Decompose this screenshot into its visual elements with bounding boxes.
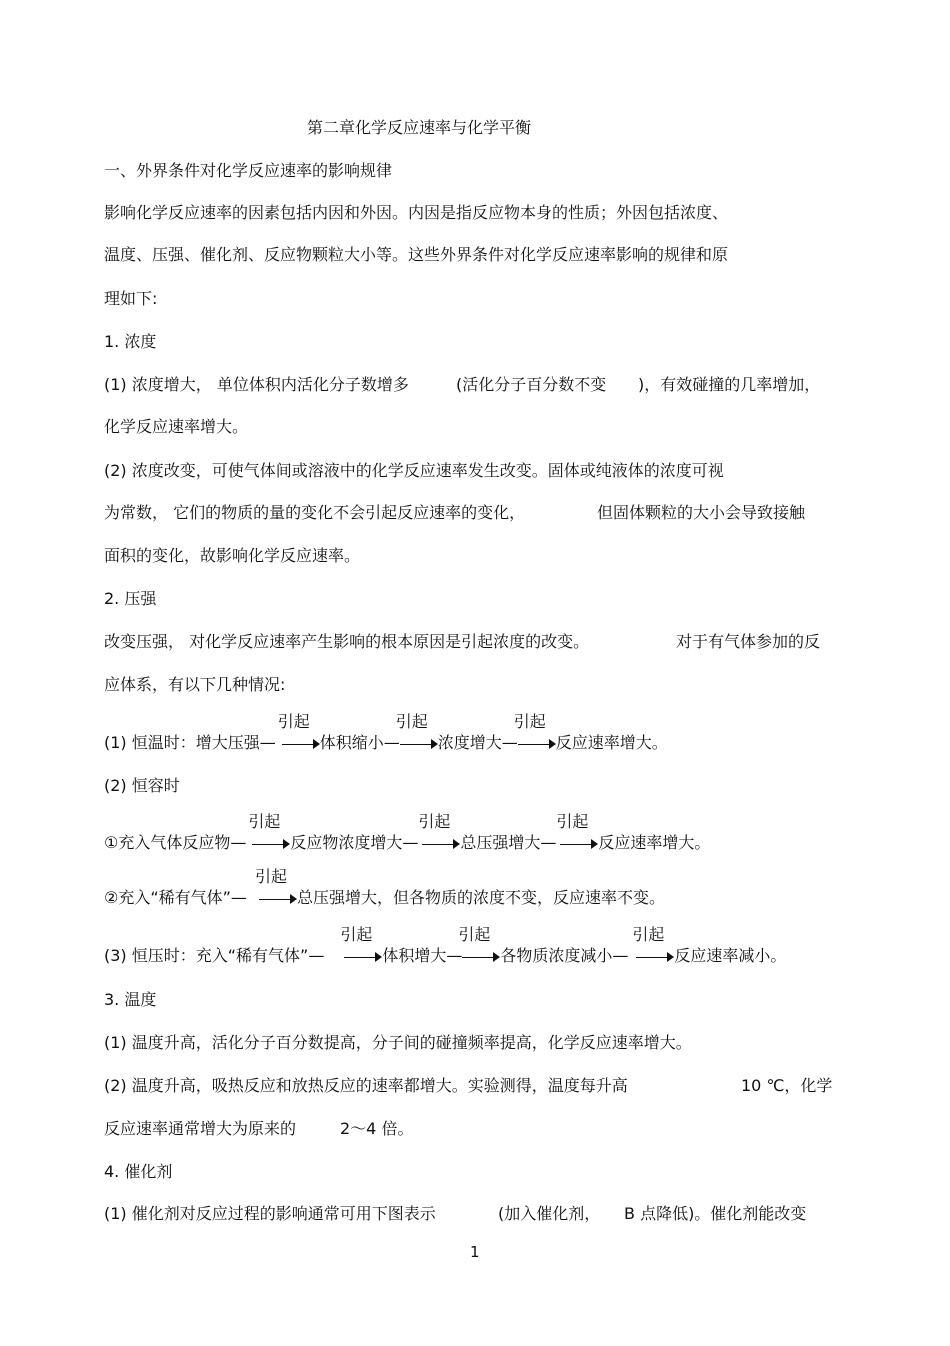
concentration-p2-line2-a: 为常数， 它们的物质的量的变化不会引起反应速率的变化，: [104, 503, 526, 522]
arrow-label: 引起: [418, 812, 451, 831]
temperature-p2-a: (2) 温度升高，吸热反应和放热反应的速率都增大。实验测得，温度每升高: [104, 1076, 628, 1095]
arrow-icon: [248, 812, 290, 854]
arrow-icon: [395, 712, 438, 754]
concentration-p2-line1: (2) 浓度改变，可使气体间或溶液中的化学反应速率发生改变。固体或纯液体的浓度可视: [104, 461, 724, 480]
concentration-p1-c: )，有效碰撞的几率增加，: [638, 375, 821, 394]
concentration-p2-line3: 面积的变化，故影响化学反应速率。: [104, 546, 361, 565]
document-title: 第二章化学反应速率与化学平衡: [307, 118, 532, 137]
arrow-icon: [458, 925, 500, 967]
concentration-p2-line2-b: 但固体颗粒的大小会导致接触: [597, 503, 806, 522]
pressure-intro-a: 改变压强， 对化学反应速率产生影响的根本原因是引起浓度的改变。: [104, 632, 590, 651]
concentration-p1-line2: 化学反应速率增大。: [104, 417, 249, 436]
concentration-p1-a: (1) 浓度增大， 单位体积内活化分子数增多: [104, 375, 409, 394]
pressure-case-2b: [104, 867, 665, 909]
temperature-p1: (1) 温度升高，活化分子百分数提高，分子间的碰撞频率提高，化学反应速率增大。: [104, 1033, 692, 1052]
arrow-label: 引起: [458, 925, 491, 944]
pressure-case-1: [104, 712, 668, 754]
arrow-icon: [632, 925, 674, 967]
temperature-heading: 3. 温度: [104, 990, 157, 1009]
arrow-icon: [277, 712, 320, 754]
case-2b-step-1: 总压强增大，但各物质的浓度不变，反应速率不变。: [296, 888, 665, 907]
case-3-step-2: 各物质浓度减小—: [500, 946, 629, 965]
temperature-p2-b: 10 ℃，化学: [741, 1076, 833, 1095]
arrow-icon: [513, 712, 556, 754]
pressure-case-2-heading: (2) 恒容时: [104, 776, 180, 795]
arrow-label: 引起: [556, 812, 589, 831]
case-3-step-1: 体积增大—: [382, 946, 463, 965]
case-1-prefix: (1) 恒温时：增大压强—: [104, 733, 276, 752]
case-3-prefix: (3) 恒压时：充入“稀有气体”—: [104, 946, 325, 965]
case-1-step-3: 反应速率增大。: [555, 733, 668, 752]
arrow-label: 引起: [632, 925, 665, 944]
pressure-case-2a: [104, 812, 711, 854]
temperature-p2-line2-a: 反应速率通常增大为原来的: [104, 1119, 297, 1138]
arrow-label: 引起: [513, 712, 546, 731]
intro-line-2: 温度、压强、催化剂、反应物颗粒大小等。这些外界条件对化学反应速率影响的规律和原: [104, 245, 729, 264]
case-2a-prefix: ①充入气体反应物—: [104, 833, 247, 852]
arrow-label: 引起: [340, 925, 373, 944]
arrow-label: 引起: [254, 867, 287, 886]
case-2a-step-3: 反应速率增大。: [598, 833, 711, 852]
catalyst-p1-c: B 点降低)。催化剂能改变: [624, 1204, 807, 1223]
case-2b-prefix: ②充入“稀有气体”—: [104, 888, 247, 907]
page-number: 1: [470, 1243, 480, 1261]
temperature-p2-line2-b: 2～4 倍。: [340, 1119, 414, 1138]
catalyst-p1-b: (加入催化剂，: [498, 1204, 601, 1223]
case-3-step-3: 反应速率减小。: [674, 946, 787, 965]
pressure-heading: 2. 压强: [104, 589, 157, 608]
concentration-heading: 1. 浓度: [104, 332, 157, 351]
arrow-icon: [340, 925, 382, 967]
catalyst-heading: 4. 催化剂: [104, 1162, 173, 1181]
case-1-step-1: 体积缩小—: [319, 733, 400, 752]
arrow-icon: [418, 812, 460, 854]
arrow-icon: [254, 867, 297, 909]
case-2a-step-1: 反应物浓度增大—: [290, 833, 419, 852]
arrow-label: 引起: [277, 712, 310, 731]
pressure-case-3: [104, 925, 787, 967]
catalyst-p1-a: (1) 催化剂对反应过程的影响通常可用下图表示: [104, 1204, 436, 1223]
arrow-label: 引起: [248, 812, 281, 831]
section-heading: 一、外界条件对化学反应速率的影响规律: [104, 161, 393, 180]
concentration-p1-b: (活化分子百分数不变: [456, 375, 607, 394]
pressure-intro-line2: 应体系，有以下几种情况:: [104, 675, 286, 694]
intro-line-1: 影响化学反应速率的因素包括内因和外因。内因是指反应物本身的性质；外因包括浓度、: [104, 203, 729, 222]
arrow-icon: [556, 812, 598, 854]
case-1-step-2: 浓度增大—: [437, 733, 518, 752]
arrow-label: 引起: [395, 712, 428, 731]
intro-line-3: 理如下:: [104, 289, 158, 308]
pressure-intro-b: 对于有气体参加的反: [676, 632, 821, 651]
case-2a-step-2: 总压强增大—: [460, 833, 557, 852]
